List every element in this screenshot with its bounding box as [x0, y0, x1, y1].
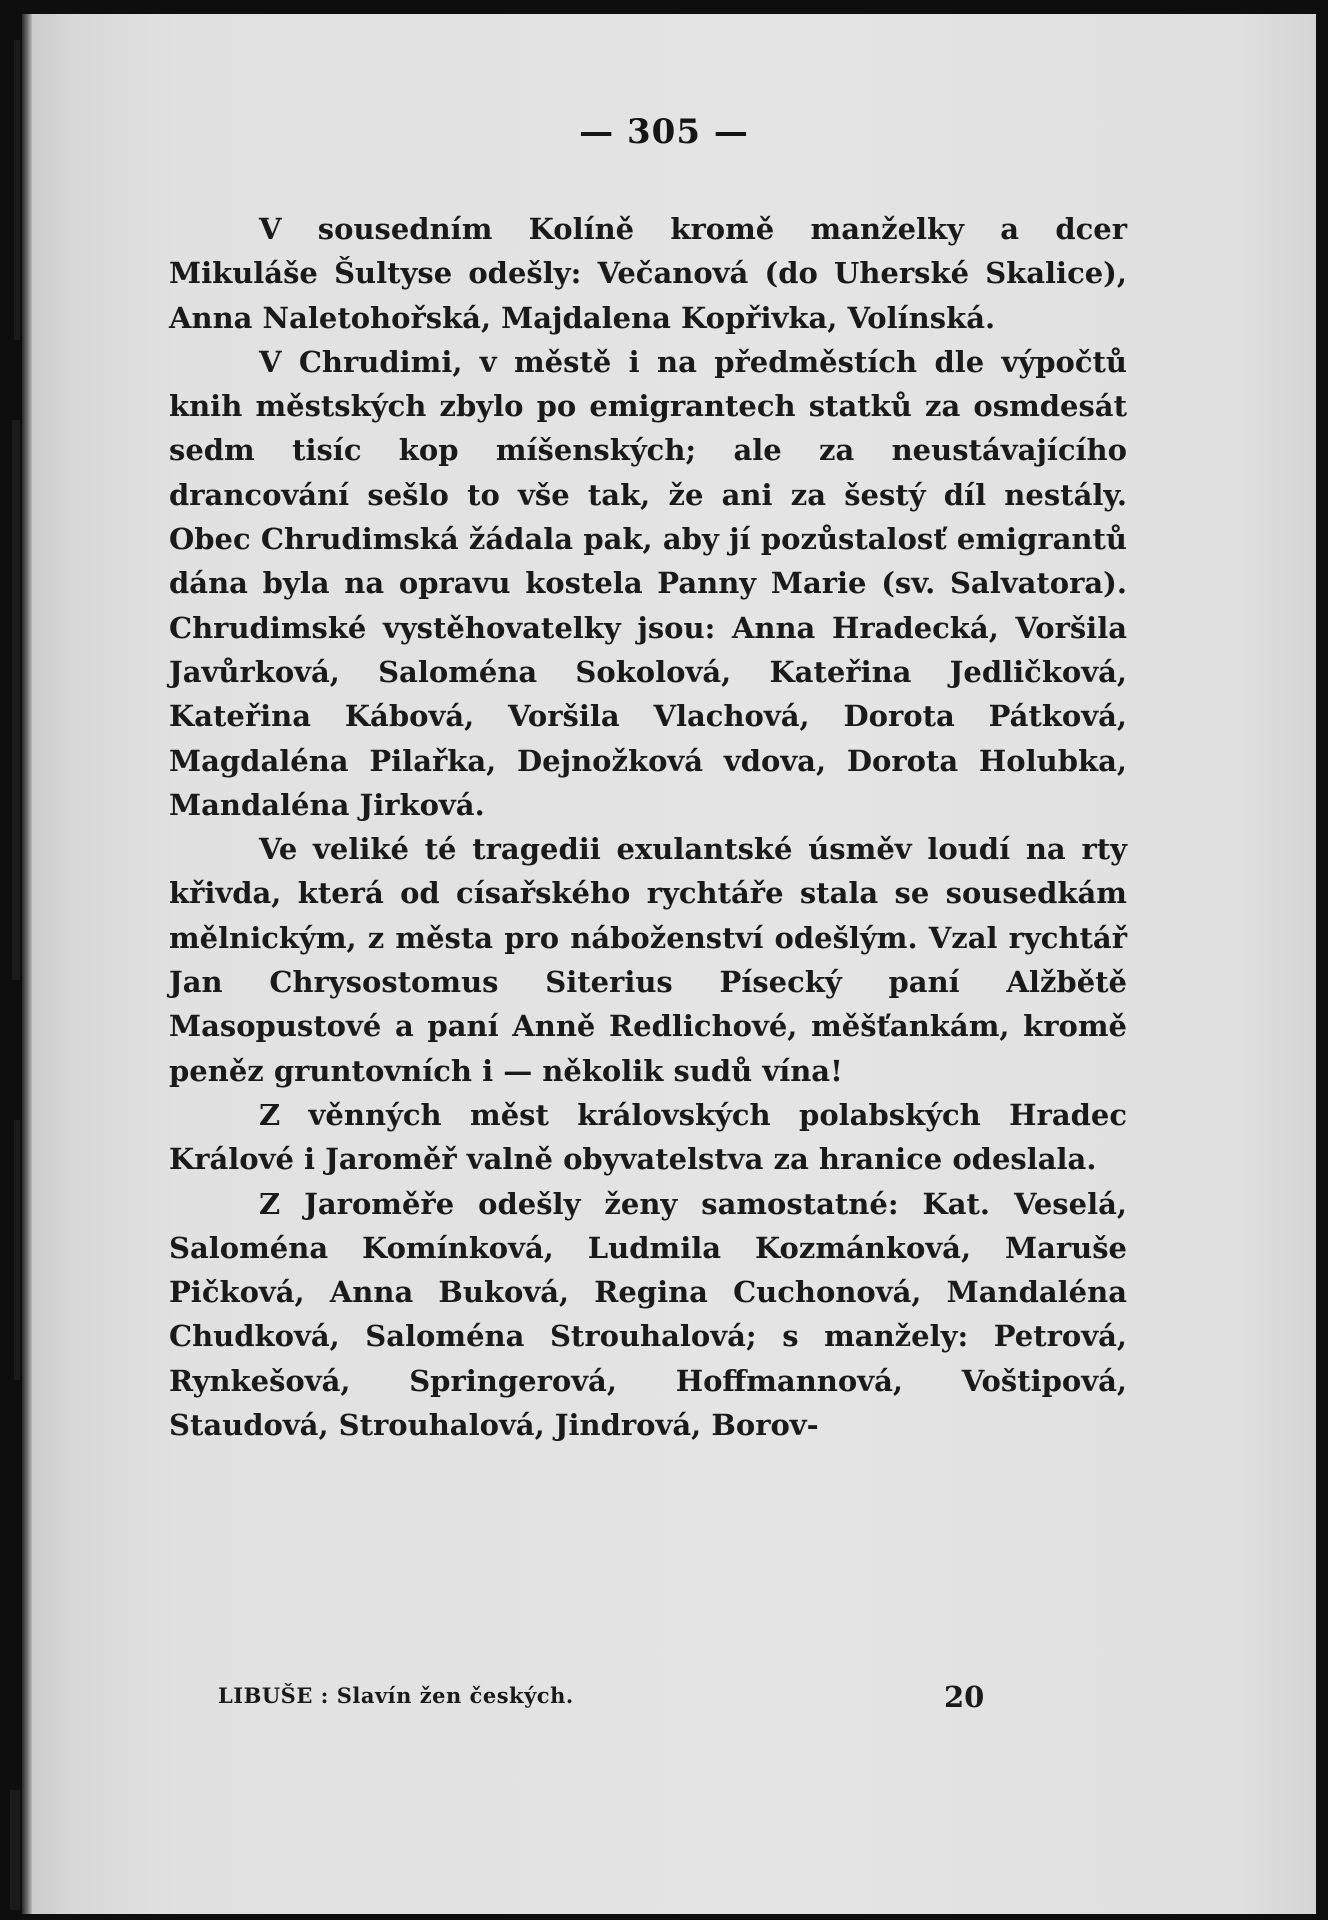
paragraph-chrudim: V Chrudimi, v městě i na předměstích dle výpočtů knih městských zbylo po emigrantech statků za osmdesát sedm tisíc kop míšenských; ale za neustávajícího drancování sešlo to vše tak, že ani za šestý díl nestály. Obec Chrudimská žádala pak, aby jí pozůstalosť emigrantů dána byla na opravu kostela Panny Marie (sv. Salvatora). Chrudimské vystěhovatelky jsou: Anna Hradecká, Voršila Javůrková, Saloména Sokolová, Kateřina Jedličková, Kateřina Kábová, Voršila Vlachová, Dorota Pátková, Magdaléna Pilařka, Dejnožková vdova, Dorota Holubka, Mandaléna Jirková.	[169, 344, 1127, 822]
binding-mark	[12, 420, 20, 980]
binding-mark	[14, 1120, 20, 1380]
page-spine-shadow	[22, 14, 32, 1914]
footer-book-title: LIBUŠE : Slavín žen českých.	[218, 1683, 574, 1708]
binding-mark	[10, 1790, 20, 1910]
signature-mark: 20	[944, 1680, 985, 1714]
paragraph-vennych-mest: Z věnných měst královských polabských Hradec Králové i Jaroměř valně obyvatelstva za hranice odeslala.	[169, 1097, 1127, 1177]
paragraph-jaromer: Z Jaroměře odešly ženy samostatné: Kat. Veselá, Saloména Komínková, Ludmila Kozmánková, Maruše Pičková, Anna Buková, Regina Cuchonová, Mandaléna Chudková, Saloména Strouhalová; s manžely: Petrová, Rynkešová, Springerová, Hoffmannová, Voštipová, Staudová, Strouhalová, Jindrová, Borov-	[169, 1186, 1127, 1443]
page-number: — 305 —	[579, 112, 749, 152]
body-text	[169, 207, 1127, 1447]
paragraph-kolin: V sousedním Kolíně kromě manželky a dcer Mikuláše Šultyse odešly: Večanová (do Uherské Skalice), Anna Naletohořská, Majdalena Kopřivka, Volínská.	[169, 212, 1127, 335]
paragraph-tragedy: Ve veliké té tragedii exulantské úsměv loudí na rty křivda, která od císařského rychtáře stala se sousedkám mělnickým, z města pro náboženství odešlým. Vzal rychtář Jan Chrysostomus Siterius Písecký paní Alžbětě Masopustové a paní Anně Redlichové, měšťankám, kromě peněz gruntovních i — několik sudů vína!	[169, 832, 1127, 1088]
binding-mark	[14, 40, 20, 340]
